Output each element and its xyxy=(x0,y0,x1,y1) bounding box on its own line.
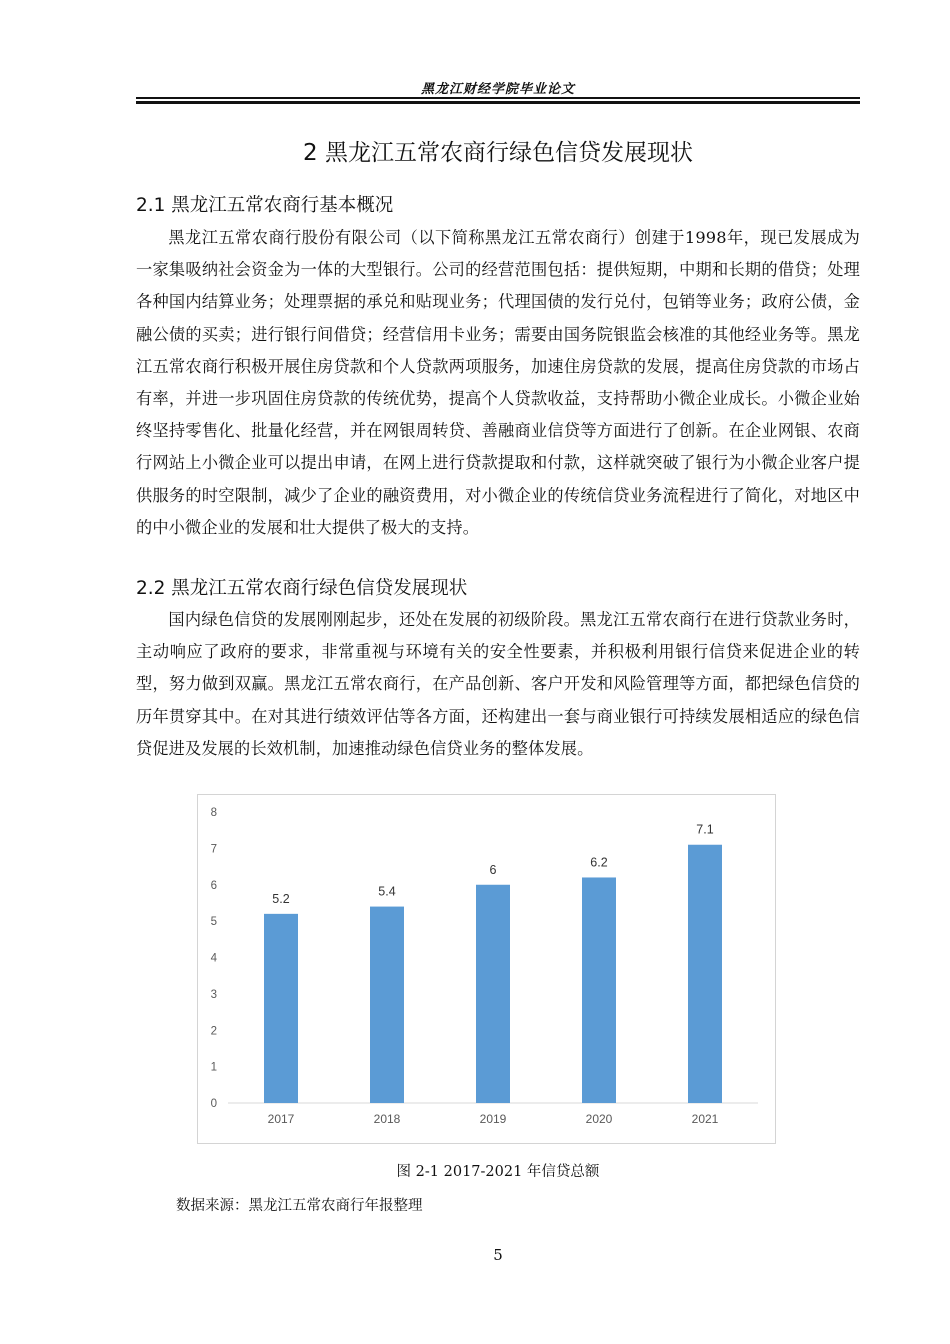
x-tick-label: 2021 xyxy=(691,1112,719,1126)
data-label: 6 xyxy=(489,862,497,877)
page-number: 5 xyxy=(493,1246,503,1264)
y-tick-label: 6 xyxy=(210,879,217,892)
x-tick-label: 2020 xyxy=(585,1112,613,1126)
x-tick-label: 2019 xyxy=(479,1112,507,1126)
bar-2018 xyxy=(370,907,404,1103)
y-tick-label: 4 xyxy=(210,952,217,965)
figure-caption: 图 2-1 2017-2021 年信贷总额 xyxy=(396,1164,600,1180)
data-label: 6.2 xyxy=(590,855,608,870)
bar-2019 xyxy=(476,885,510,1103)
header-rule-thin xyxy=(136,97,860,99)
bar-2017 xyxy=(264,914,298,1103)
y-tick-label: 7 xyxy=(210,843,217,856)
data-source-note: 数据来源：黑龙江五常农商行年报整理 xyxy=(176,1198,423,1214)
bar-2021 xyxy=(688,845,722,1103)
y-tick-label: 2 xyxy=(210,1025,217,1038)
chapter-title: 2 黑龙江五常农商行绿色信贷发展现状 xyxy=(303,140,693,166)
running-header: 黑龙江财经学院毕业论文 xyxy=(420,82,575,97)
x-tick-label: 2018 xyxy=(373,1112,401,1126)
header-rule-thick xyxy=(136,101,860,104)
y-tick-label: 8 xyxy=(210,807,217,819)
section-heading-2-2: 2.2 黑龙江五常农商行绿色信贷发展现状 xyxy=(136,578,468,599)
x-tick-label: 2017 xyxy=(267,1112,295,1126)
y-tick-label: 5 xyxy=(210,916,217,929)
credit-bar-chart xyxy=(197,794,776,1144)
y-tick-label: 0 xyxy=(210,1098,217,1110)
data-label: 5.2 xyxy=(272,891,290,906)
chart-svg xyxy=(198,795,775,1143)
section-paragraph-2-2: 国内绿色信贷的发展刚刚起步，还处在发展的初级阶段。黑龙江五常农商行在进行贷款业务时，主动响应了政府的要求，非常重视与环境有关的安全性要素，并积极利用银行信贷来促进企业的转型，努力做到双赢。黑龙江五常农商行，在产品创新、客户开发和风险管理等方面，都把绿色信贷的历年贯穿其中。在对其进行绩效评估等各方面，还构建出一套与商业银行可持续发展相适应的绿色信贷促进及发展的长效机制，加速推动绿色信贷业务的整体发展。 xyxy=(136,610,860,758)
bar-2020 xyxy=(582,877,616,1103)
section-heading-2-1: 2.1 黑龙江五常农商行基本概况 xyxy=(136,195,394,216)
section-paragraph-2-1: 黑龙江五常农商行股份有限公司（以下简称黑龙江五常农商行）创建于1998年，现已发展成为一家集吸纳社会资金为一体的大型银行。公司的经营范围包括：提供短期，中期和长期的借贷；处理各种国内结算业务；处理票据的承兑和贴现业务；代理国债的发行兑付，包销等业务；政府公债，金融公债的买卖；进行银行间借贷；经营信用卡业务；需要由国务院银监会核准的其他经业务等。黑龙江五常农商行积极开展住房贷款和个人贷款两项服务，加速住房贷款的发展，提高住房贷款的市场占有率，并进一步巩固住房贷款的传统优势，提高个人贷款收益，支持帮助小微企业成长。小微企业始终坚持零售化、批量化经营，并在网银周转贷、善融商业信贷等方面进行了创新。在企业网银、农商行网站上小微企业可以提出申请，在网上进行贷款提取和付款，这样就突破了银行为小微企业客户提供服务的时空限制，减少了企业的融资费用，对小微企业的传统信贷业务流程进行了简化，对地区中的中小微企业的发展和壮大提供了极大的支持。 xyxy=(136,228,860,537)
y-tick-label: 3 xyxy=(210,988,217,1001)
data-label: 5.4 xyxy=(378,884,396,899)
y-tick-label: 1 xyxy=(210,1061,217,1074)
data-label: 7.1 xyxy=(696,822,714,837)
